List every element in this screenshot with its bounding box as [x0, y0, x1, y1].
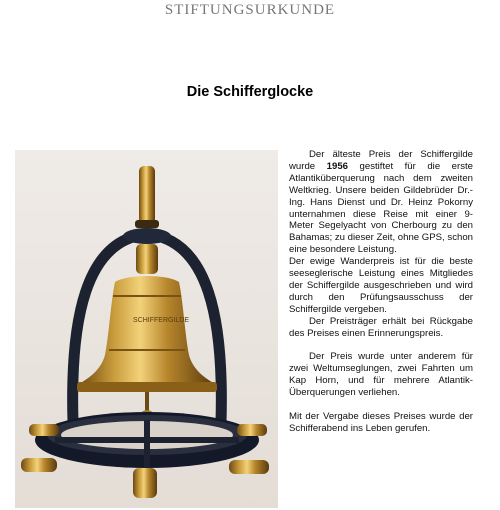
bell-photo	[15, 150, 278, 508]
founding-year: 1956	[326, 160, 348, 172]
page-title: Die Schifferglocke	[186, 84, 314, 100]
paragraph-award-rules: Der ewige Wanderpreis ist für die beste seeseglerische Leistung eines Mitgliedes der Schiffergilde ausgeschrieben und wird durch den Prüfungsausschuss der Schiffergilde vergeben.	[289, 256, 473, 315]
document-header: STIFTUNGSURKUNDE	[164, 2, 336, 18]
paragraph-history: Der älteste Preis der Schiffergilde wurde 1956 gestiftet für die erste Atlantiküberquerung nach dem zweiten Weltkrieg. Unsere beiden Gildebrüder Dr.-Ing. Hans Dienst und Dr. Heinz Pokorny unternahmen diese Reise mit einer 9-Meter Segelyacht von Cherbourg zu den Bahamas; zu dieser Zeit, ohne GPS, schon eine besondere Leistung.	[289, 149, 473, 256]
body-text	[289, 149, 473, 435]
bell-illustration	[15, 150, 278, 508]
paragraph-notable-awards: Der Preis wurde unter anderem für zwei Weltumseglungen, zwei Fahrten um Kap Horn, und für mehrere Atlantik-Überquerungen verliehen.	[289, 351, 473, 399]
bell-engraving: SCHIFFERGILDE	[133, 317, 190, 324]
paragraph-origin: Mit der Vergabe dieses Preises wurde der Schifferabend ins Leben gerufen.	[289, 410, 473, 434]
paragraph-winner-gift: Der Preisträger erhält bei Rückgabe des Preises einen Erinnerungspreis.	[289, 315, 473, 339]
